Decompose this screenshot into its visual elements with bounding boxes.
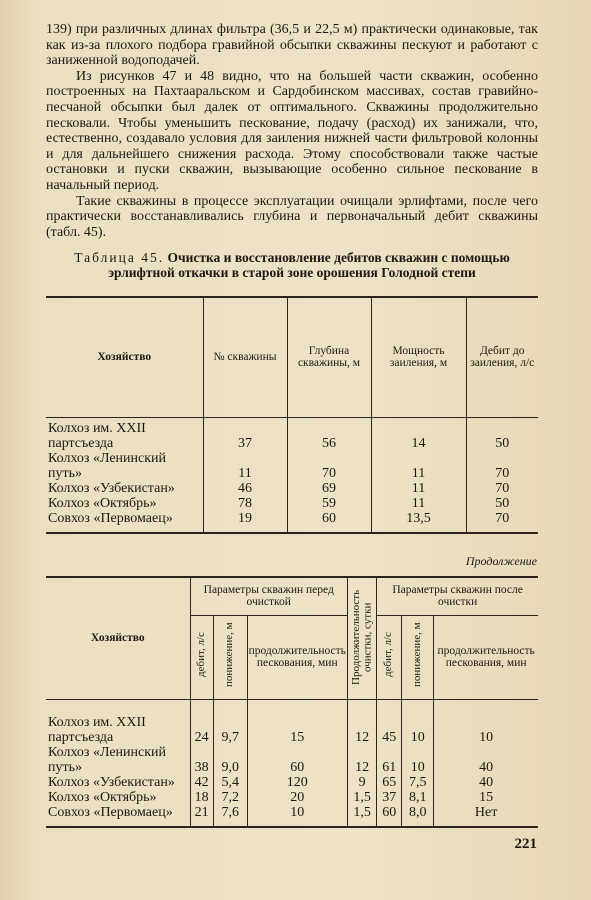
table-row xyxy=(46,417,538,451)
cell: 60 xyxy=(247,745,347,775)
cell-farm: Колхоз «Ленинский путь» xyxy=(48,745,167,775)
table-45-part-1 xyxy=(46,296,538,534)
cell: 24 xyxy=(190,699,213,745)
cell: 9,7 xyxy=(213,699,247,745)
cell: 69 xyxy=(287,481,371,496)
cell: 60 xyxy=(377,805,402,827)
cell: 11 xyxy=(371,481,466,496)
sub-debit-after xyxy=(377,615,402,699)
header-after-cleaning: Параметры скважин после очистки xyxy=(377,577,538,615)
paragraph-2: Из рисунков 47 и 48 видно, что на большей части скважин, особенно построенных на Пахтааральском и Сардобинском массивах, состав гравийно-песчаной обсыпки был далек от оптимального. Скважины продолжительно песковали. Чтобы уменьшить пескование, подачу (расход) их занижали, что, естественно, создавало условия для заиления нижней части фильтровой колонны и для дальнейшего снижения расхода. Этому способствовали также частые остановки и пуски скважин, вызывающие особенно сильное пескование в начальный период. xyxy=(46,68,538,193)
cell: 45 xyxy=(377,699,402,745)
cell: 70 xyxy=(466,451,538,481)
cell-farm: Колхоз «Узбекистан» xyxy=(48,775,175,790)
table-label: Таблица 45. xyxy=(74,250,165,265)
cell: 56 xyxy=(287,417,371,451)
header-flow-before: Дебит до заиления, л/с xyxy=(466,297,538,417)
table-row xyxy=(46,699,538,745)
table-row xyxy=(46,451,538,481)
cell-farm: Колхоз им. XXII партсъезда xyxy=(48,715,146,745)
cell-farm: Колхоз им. XXII партсъезда xyxy=(48,421,146,451)
cell: 120 xyxy=(247,775,347,790)
table-caption xyxy=(46,250,538,280)
header-well-number: № скважины xyxy=(203,297,287,417)
paragraph-3: Такие скважины в процессе эксплуатации очищали эрлифтами, после чего практически восстанавливались глубина и первоначальный дебит скважины (табл. 45). xyxy=(46,193,538,240)
cell: 50 xyxy=(466,496,538,511)
cell: 10 xyxy=(402,745,434,775)
cell: 11 xyxy=(203,451,287,481)
cell: 37 xyxy=(377,790,402,805)
sub-drop-after xyxy=(402,615,434,699)
cell: 59 xyxy=(287,496,371,511)
cell: 12 xyxy=(347,745,376,775)
cell: 12 xyxy=(347,699,376,745)
cell: 60 xyxy=(287,511,371,533)
sub-debit-after-text: дебит, л/с xyxy=(382,632,395,678)
table-row xyxy=(46,745,538,775)
cell: 37 xyxy=(203,417,287,451)
cell: 46 xyxy=(203,481,287,496)
table-45-part-2 xyxy=(46,576,538,828)
cell: 15 xyxy=(247,699,347,745)
table-row xyxy=(46,775,538,790)
header-depth: Глубина скважины, м xyxy=(287,297,371,417)
header-farm: Хозяйство xyxy=(97,351,152,363)
cell: 9,0 xyxy=(213,745,247,775)
cell: 61 xyxy=(377,745,402,775)
cell: 8,1 xyxy=(402,790,434,805)
cell-farm: Совхоз «Первомаец» xyxy=(46,805,190,827)
sub-debit-before-text: дебит, л/с xyxy=(194,632,207,678)
cell-farm: Колхоз «Октябрь» xyxy=(48,496,157,511)
cell: 10 xyxy=(402,699,434,745)
cell: 38 xyxy=(190,745,213,775)
cell-farm: Колхоз «Ленинский путь» xyxy=(48,451,167,481)
cell: 11 xyxy=(371,451,466,481)
sub-drop-before-text: понижение, м xyxy=(223,622,236,688)
cell: 7,6 xyxy=(213,805,247,827)
table-row xyxy=(46,511,538,533)
cell: 15 xyxy=(434,790,538,805)
cell: 70 xyxy=(287,451,371,481)
cell: 9 xyxy=(347,775,376,790)
cell: 18 xyxy=(190,790,213,805)
cell: 7,5 xyxy=(402,775,434,790)
cell: 65 xyxy=(377,775,402,790)
cell: 20 xyxy=(247,790,347,805)
continuation-label: Продолжение xyxy=(465,554,537,568)
sub-drop-after-text: понижение, м xyxy=(410,622,423,688)
body-text xyxy=(46,22,538,240)
sub-drop-before xyxy=(213,615,247,699)
cell: 1,5 xyxy=(347,805,376,827)
cell: 10 xyxy=(247,805,347,827)
header-silt-thickness: Мощность заиления, м xyxy=(371,297,466,417)
cell-farm: Колхоз «Узбекистан» xyxy=(48,481,175,496)
paragraph-1: 139) при различных длинах фильтра (36,5 и 22,5 м) практически одинаковые, так как из-за плохого подбора гравийной обсыпки скважины пескуют и работают с заниженной водоподачей. xyxy=(46,22,538,69)
cell: 5,4 xyxy=(213,775,247,790)
cell: 70 xyxy=(466,511,538,533)
cell: 70 xyxy=(466,481,538,496)
cell: 14 xyxy=(371,417,466,451)
cell: 40 xyxy=(434,775,538,790)
sub-sanding-before: продолжительность пескования, мин xyxy=(247,615,347,699)
header-farm: Хозяйство xyxy=(90,632,145,644)
cell: 78 xyxy=(203,496,287,511)
cell: 50 xyxy=(466,417,538,451)
cell: 13,5 xyxy=(371,511,466,533)
table-row xyxy=(46,805,538,827)
cell: 7,2 xyxy=(213,790,247,805)
cell: 19 xyxy=(203,511,287,533)
sub-sanding-after: продолжительность пескования, мин xyxy=(434,615,538,699)
page-number: 221 xyxy=(514,836,537,852)
table-row xyxy=(46,790,538,805)
table-title: Очистка и восстановление дебитов скважин с помощью эрлифтной откачки в старой зоне орошения Голодной степи xyxy=(108,250,510,280)
cell: 42 xyxy=(190,775,213,790)
cell-farm: Совхоз «Первомаец» xyxy=(46,511,203,533)
cell: 21 xyxy=(190,805,213,827)
table-row xyxy=(46,481,538,496)
cell: 10 xyxy=(434,699,538,745)
cell: 40 xyxy=(434,745,538,775)
cell-farm: Колхоз «Октябрь» xyxy=(48,790,157,805)
header-cleaning-duration xyxy=(347,577,376,699)
cell: 1,5 xyxy=(347,790,376,805)
header-before-cleaning: Параметры скважин перед очисткой xyxy=(190,577,347,615)
cell: 11 xyxy=(371,496,466,511)
cell: Нет xyxy=(434,805,538,827)
header-cleaning-duration-text: Продолжительность очистки, сутки xyxy=(349,588,374,685)
table-row xyxy=(46,496,538,511)
cell: 8,0 xyxy=(402,805,434,827)
sub-debit-before xyxy=(190,615,213,699)
